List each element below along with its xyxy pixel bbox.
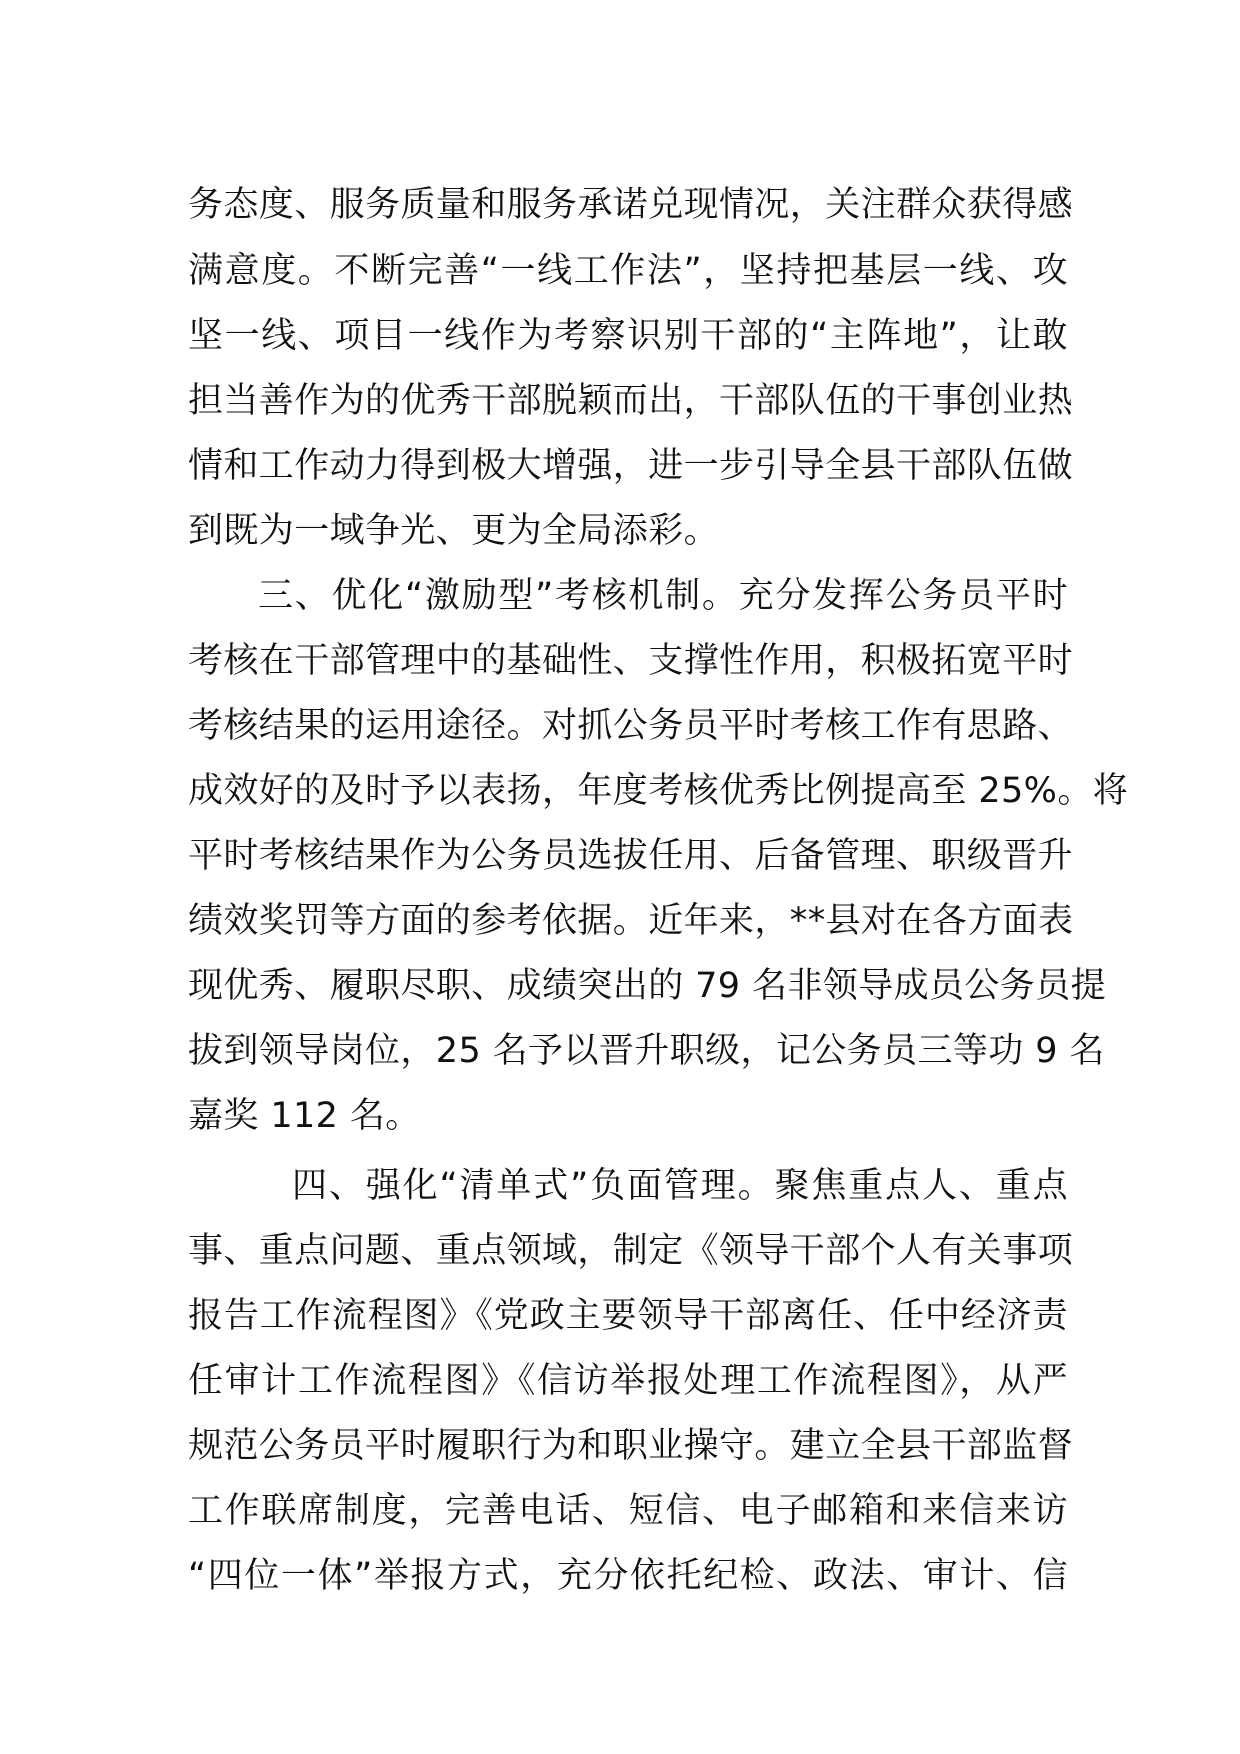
- text-line: 现优秀、履职尽职、成绩突出的 79 名非领导成员公务员提: [188, 966, 1106, 1006]
- text-line: “四位一体”举报方式，充分依托纪检、政法、审计、信: [188, 1556, 1068, 1596]
- text-line: 成效好的及时予以表扬，年度考核优秀比例提高至 25%。将: [188, 771, 1129, 811]
- text-line: 事、重点问题、重点领域，制定《领导干部个人有关事项: [188, 1231, 1074, 1271]
- text-line: 考核在干部管理中的基础性、支撑性作用，积极拓宽平时: [188, 641, 1074, 681]
- text-line: 绩效奖罚等方面的参考依据。近年来，**县对在各方面表: [188, 901, 1074, 941]
- text-line: 情和工作动力得到极大增强，进一步引导全县干部队伍做: [188, 446, 1074, 486]
- text-line: 规范公务员平时履职行为和职业操守。建立全县干部监督: [188, 1426, 1074, 1466]
- text-line: 坚一线、项目一线作为考察识别干部的“主阵地”，让敢: [188, 316, 1068, 356]
- section-heading-line: 三、优化“激励型”考核机制。充分发挥公务员平时: [258, 576, 1068, 616]
- text-line: 担当善作为的优秀干部脱颖而出，干部队伍的干事创业热: [188, 381, 1074, 421]
- section-heading-line: 四、强化“清单式”负面管理。聚焦重点人、重点: [292, 1166, 1068, 1206]
- text-line: 拔到领导岗位，25 名予以晋升职级，记公务员三等功 9 名: [188, 1031, 1105, 1071]
- text-line: 考核结果的运用途径。对抓公务员平时考核工作有思路、: [188, 706, 1074, 746]
- text-line: 务态度、服务质量和服务承诺兑现情况，关注群众获得感: [188, 185, 1074, 225]
- text-line: 嘉奖 112 名。: [188, 1096, 421, 1136]
- text-line: 工作联席制度，完善电话、短信、电子邮箱和来信来访: [188, 1491, 1068, 1531]
- text-line: 报告工作流程图》《党政主要领导干部离任、任中经济责: [188, 1296, 1068, 1336]
- text-line: 满意度。不断完善“一线工作法”，坚持把基层一线、攻: [188, 251, 1068, 291]
- text-line: 平时考核结果作为公务员选拔任用、后备管理、职级晋升: [188, 836, 1074, 876]
- text-line: 任审计工作流程图》《信访举报处理工作流程图》，从严: [188, 1361, 1068, 1401]
- text-line: 到既为一域争光、更为全局添彩。: [188, 511, 720, 551]
